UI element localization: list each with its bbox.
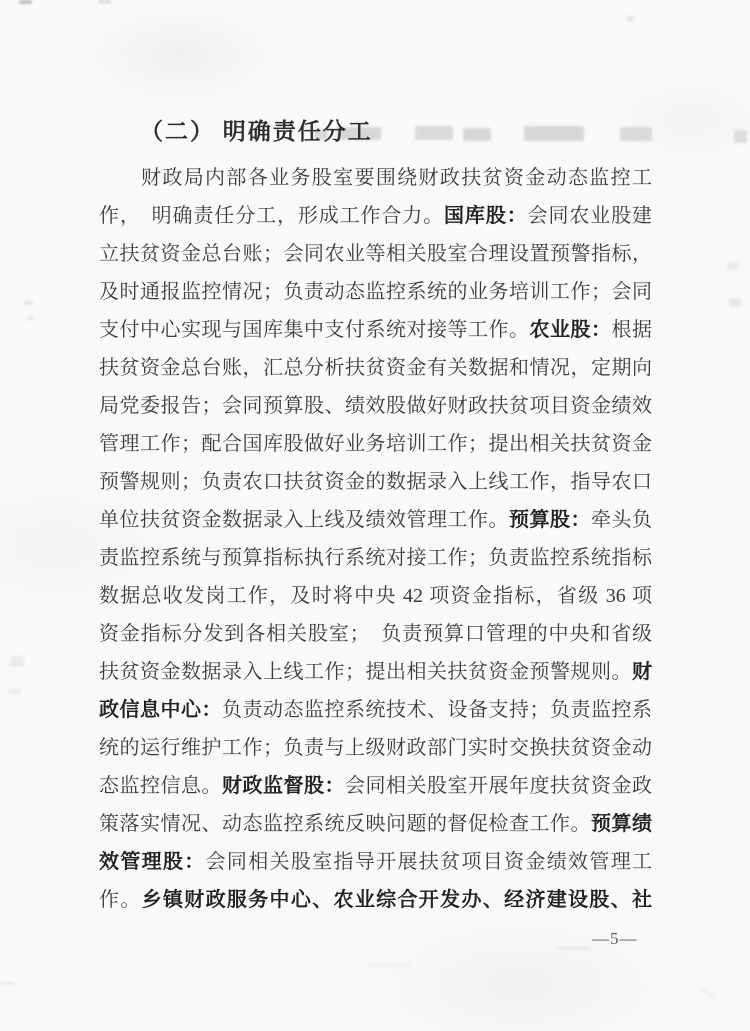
- department-name: 政信息中心：: [99, 699, 222, 721]
- scan-artifact: [729, 298, 741, 307]
- scan-artifact: [727, 262, 739, 270]
- scan-artifact: [627, 16, 634, 21]
- department-name: 国库股：: [444, 205, 528, 227]
- text-line: [99, 805, 652, 843]
- scan-artifact: [10, 656, 24, 667]
- text-line: [99, 349, 652, 387]
- bleedthrough-artifact: [463, 128, 491, 141]
- scan-artifact: [24, 301, 33, 305]
- text-line: [99, 843, 652, 881]
- text-line: [99, 615, 652, 653]
- text-segment: 会同相关股室指导开展扶贫项目资金绩效管理工: [205, 851, 652, 873]
- text-segment: 预警规则；负责农口扶贫资金的数据录入上线工作，指导农口: [99, 471, 652, 493]
- bleedthrough-artifact: [734, 130, 747, 143]
- text-segment: 单位扶贫资金数据录入上线及绩效管理工作。: [99, 509, 509, 531]
- text-line: [99, 539, 652, 577]
- text-line: [99, 463, 652, 501]
- department-name: 预算股：: [509, 509, 591, 531]
- bleedthrough-artifact: [415, 126, 453, 140]
- text-line: [99, 501, 652, 539]
- department-name: 农业股：: [529, 319, 612, 341]
- text-line: [99, 767, 652, 805]
- text-segment: 会同相关股室开展年度扶贫资金政: [345, 775, 652, 797]
- page-number: —5—: [592, 929, 638, 948]
- text-line: [99, 881, 652, 919]
- text-segment: 数据总收发岗工作，及时将中央 42 项资金指标，省级 36 项: [99, 585, 652, 607]
- text-line: [99, 425, 652, 463]
- text-line: [99, 311, 652, 349]
- text-segment: 态监控信息。: [99, 775, 222, 797]
- bleedthrough-artifact: [620, 127, 652, 141]
- text-line: [99, 273, 652, 311]
- text-segment: 根据: [611, 319, 652, 341]
- text-segment: 扶贫资金数据录入上线工作；提出相关扶贫资金预警规则。: [99, 661, 632, 683]
- bleedthrough-artifact: [524, 126, 584, 141]
- text-segment: 立扶贫资金总台账；会同农业等相关股室合理设置预警指标，: [99, 243, 652, 265]
- document-body: [99, 159, 652, 919]
- scan-artifact: [98, 0, 111, 3]
- text-segment: 局党委报告；会同预算股、绩效股做好财政扶贫项目资金绩效: [99, 395, 652, 417]
- department-name: 预算绩: [591, 813, 652, 835]
- text-segment: 责监控系统与预算指标执行系统对接工作；负责监控系统指标: [99, 547, 652, 569]
- text-line: [99, 691, 652, 729]
- scan-artifact: [701, 988, 716, 1000]
- scan-artifact: [8, 689, 21, 694]
- text-segment: 负责动态监控系统技术、设备支持；负责监控系: [222, 699, 652, 721]
- text-line: [99, 653, 652, 691]
- text-segment: 资金指标分发到各相关股室； 负责预算口管理的中央和省级: [99, 623, 652, 645]
- department-name: 乡镇财政服务中心、农业综合开发办、经济建设股、社: [141, 889, 652, 911]
- text-segment: 财政局内部各业务股室要围绕财政扶贫资金动态监控工: [141, 167, 652, 189]
- text-segment: 作。: [99, 889, 142, 911]
- scan-artifact: [27, 317, 34, 320]
- text-segment: 支付中心实现与国库集中支付系统对接等工作。: [99, 319, 530, 341]
- text-segment: 牵头负: [591, 509, 652, 531]
- scan-artifact: [556, 947, 590, 950]
- text-line: [99, 159, 652, 197]
- scan-artifact: [19, 0, 32, 4]
- text-segment: 策落实情况、动态监控系统反映问题的督促检查工作。: [99, 813, 591, 835]
- text-line: [99, 197, 652, 235]
- text-segment: 管理工作；配合国库股做好业务培训工作；提出相关扶贫资金: [99, 433, 652, 455]
- text-segment: 会同农业股建: [527, 205, 652, 227]
- text-segment: 作， 明确责任分工，形成工作合力。: [99, 205, 445, 227]
- text-line: [99, 235, 652, 273]
- text-segment: 扶贫资金总台账，汇总分析扶贫资金有关数据和情况，定期向: [99, 357, 652, 379]
- text-line: [99, 729, 652, 767]
- section-heading: （二） 明确责任分工: [140, 119, 373, 144]
- text-line: [99, 387, 652, 425]
- scan-artifact: [368, 963, 410, 967]
- scan-artifact: [0, 982, 14, 985]
- text-line: [99, 577, 652, 615]
- text-segment: 统的运行维护工作；负责与上级财政部门实时交换扶贫资金动: [99, 737, 652, 759]
- department-name: 效管理股：: [99, 851, 206, 873]
- department-name: 财: [632, 661, 652, 683]
- text-segment: 及时通报监控情况；负责动态监控系统的业务培训工作；会同: [99, 281, 652, 303]
- department-name: 财政监督股：: [222, 775, 345, 797]
